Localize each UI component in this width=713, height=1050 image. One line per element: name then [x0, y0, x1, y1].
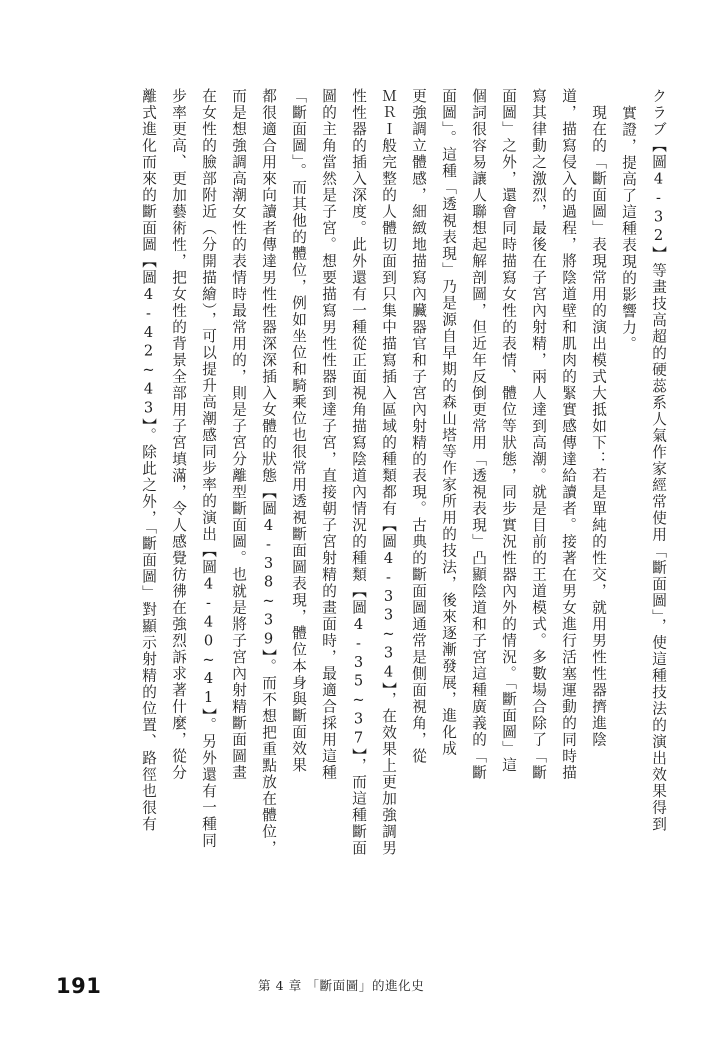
text-column: 圖的主角當然是子宮。想要描寫男性性器到達子宮，直接朝子宮射精的畫面時，最適合採用這種 — [320, 88, 337, 781]
text-column: 道，描寫侵入的過程，將陰道壁和肌肉的緊實感傳達給讀者。接著在男女進行活塞運動的同時描 — [560, 88, 577, 781]
text-column: クラブ【圖4-32】等畫技高超的硬蕊系人氣作家經常使用「斷面圖」，使這種技法的演出效果得到 — [650, 88, 667, 833]
text-column: 性性器的插入深度。此外還有一種從正面視角描寫陰道內情況的種類【圖4-35~37】，而這種斷面 — [350, 88, 367, 857]
text-column: 「斷面圖」。而其他的體位，例如坐位和騎乘位也很常用透視斷面圖表現，體位本身與斷面效果 — [290, 88, 307, 774]
text-column: 寫其律動之激烈，最後在子宮內射精，兩人達到高潮。就是目前的王道模式。多數場合除了「斷 — [530, 88, 547, 781]
text-column: 實證，提高了這種表現的影響力。 — [620, 105, 637, 353]
page-number: 191 — [56, 974, 102, 998]
text-column: 步率更高、更加藝術性，把女性的背景全部用子宮填滿，令人感覺彷彿在強烈訴求著什麼，從分 — [170, 88, 187, 781]
page-footer — [0, 974, 713, 1022]
text-column: 面圖」之外，還會同時描寫女性的表情、體位等狀態，同步實況性器內外的情況。「斷面圖」這 — [500, 88, 517, 774]
text-column: 現在的「斷面圖」表現常用的演出模式大抵如下：若是單純的性交，就用男性性器擠進陰 — [590, 88, 607, 748]
running-head: 第 4 章 「斷面圖」的進化史 — [258, 978, 425, 993]
text-column: 都很適合用來向讀者傳達男性性器深深插入女體的狀態【圖4-38~39】。而不想把重點放在體位， — [260, 88, 277, 857]
text-column: 面圖」。這種「透視表現」乃是源自早期的森山塔等作家所用的技法，後來逐漸發展，進化成 — [440, 88, 457, 758]
text-column: 而是想強調高潮女性的表情時最常用的，則是子宮分離型斷面圖。也就是將子宮內射精斷面圖畫 — [230, 88, 247, 781]
text-column: ＭＲＩ般完整的人體切面到只集中描寫插入區域的種類都有【圖4-33~34】，在效果上更加強調男 — [380, 88, 397, 857]
text-column: 在女性的臉部附近（分開描繪），可以提升高潮感同步率的演出【圖4-40~41】。另外還有一種同 — [200, 88, 217, 850]
text-column: 更強調立體感，細緻地描寫內臟器官和子宮內射精的表現。古典的斷面圖通常是側面視角，從 — [410, 88, 427, 765]
text-column: 個詞很容易讓人聯想起解剖圖，但近年反倒更常用「透視表現」凸顯陰道和子宮這種廣義的「斷 — [470, 88, 487, 781]
body-text-columns — [52, 88, 665, 933]
text-column: 離式進化而來的斷面圖【圖4-42~43】。除此之外，「斷面圖」對顯示射精的位置、路徑也很有 — [140, 88, 157, 833]
